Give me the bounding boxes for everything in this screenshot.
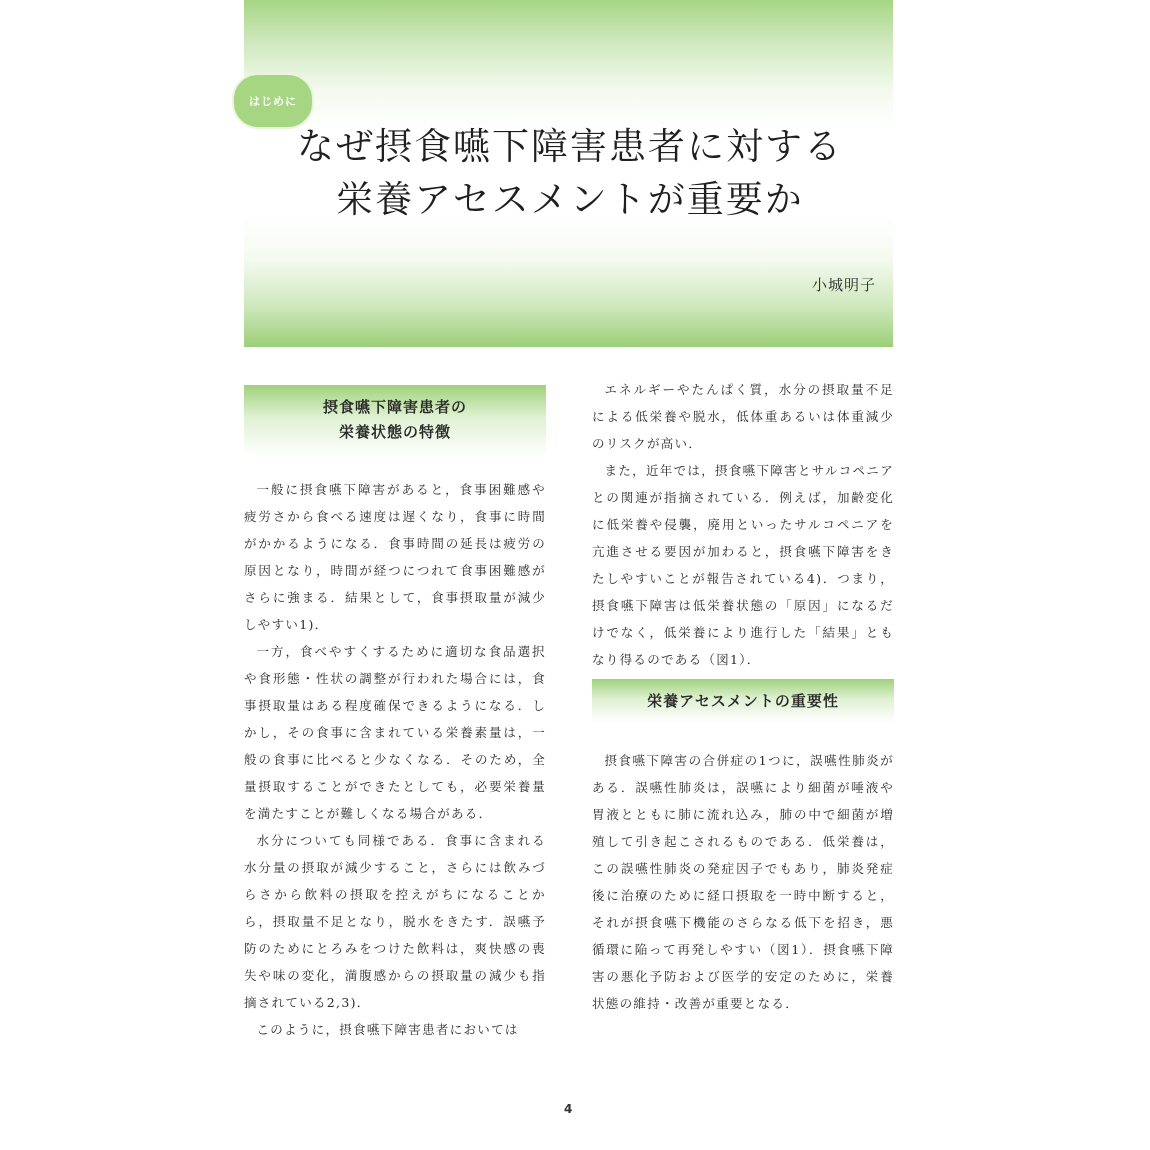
body-paragraph: エネルギーやたんぱく質，水分の摂取量不足による低栄養や脱水，低体重あるいは体重減少のリスクが高い． <box>592 382 894 451</box>
article-title <box>250 120 890 226</box>
body-paragraph: このように，摂食嚥下障害患者においては <box>256 1022 519 1037</box>
left-column <box>244 385 546 1043</box>
right-column <box>592 376 894 1017</box>
body-paragraph: 一方，食べやすくするために適切な食品選択や食形態・性状の調整が行われた場合には，食事摂取量はある程度確保できるようになる．しかし，その食事に含まれている栄養素量は，一般の食事に比べると少なくなる．そのため，全量摂取することができたとしても，必要栄養量を満たすことが難しくなる場合がある． <box>244 644 546 821</box>
author-name: 小城明子 <box>811 276 876 294</box>
section-heading-line-1: 摂食嚥下障害患者の <box>322 398 467 416</box>
section-heading-line-2: 栄養状態の特徴 <box>338 423 451 441</box>
body-paragraph: また，近年では，摂食嚥下障害とサルコペニアとの関連が指摘されている．例えば，加齢変化に低栄養や侵襲，廃用といったサルコペニアを亢進させる要因が加わると，摂食嚥下障害をきたしやすいことが報告されている4)．つまり，摂食嚥下障害は低栄養状態の「原因」になるだけでなく，低栄養により進行した「結果」ともなり得るのである（図1）． <box>592 463 894 667</box>
body-paragraph: 一般に摂食嚥下障害があると，食事困難感や疲労さから食べる速度は遅くなり，食事に時間がかかるようになる．食事時間の延長は疲労の原因となり，時間が経つにつれて食事困難感がさらに強まる．結果として，食事摂取量が減少しやすい1)． <box>244 482 546 632</box>
page-number: 4 <box>564 1102 573 1116</box>
title-line-1: なぜ摂食嚥下障害患者に対する <box>297 125 843 168</box>
body-paragraph: 摂食嚥下障害の合併症の1つに，誤嚥性肺炎がある．誤嚥性肺炎は，誤嚥により細菌が唾液や胃液とともに肺に流れ込み，肺の中で細菌が増殖して引き起こされるものである．低栄養は，この誤嚥性肺炎の発症因子でもあり，肺炎発症後に治療のために経口摂取を一時中断すると，それが摂食嚥下機能のさらなる低下を招き，悪循環に陥って再発しやすい（図1）．摂食嚥下障害の悪化予防および医学的安定のために，栄養状態の維持・改善が重要となる． <box>592 753 894 1011</box>
body-paragraph: 水分についても同様である．食事に含まれる水分量の摂取が減少すること，さらには飲みづらさから飲料の摂取を控えがちになることから，摂取量不足となり，脱水をきたす．誤嚥予防のためにとろみをつけた飲料は，爽快感の喪失や味の変化，満腹感からの摂取量の減少も指摘されている2,3)． <box>244 833 546 1010</box>
section-heading-assessment-importance: 栄養アセスメントの重要性 <box>592 679 894 723</box>
introduction-badge: はじめに <box>232 73 314 129</box>
section-heading-nutrition-features <box>244 385 546 456</box>
title-line-2: 栄養アセスメントが重要か <box>336 178 804 221</box>
